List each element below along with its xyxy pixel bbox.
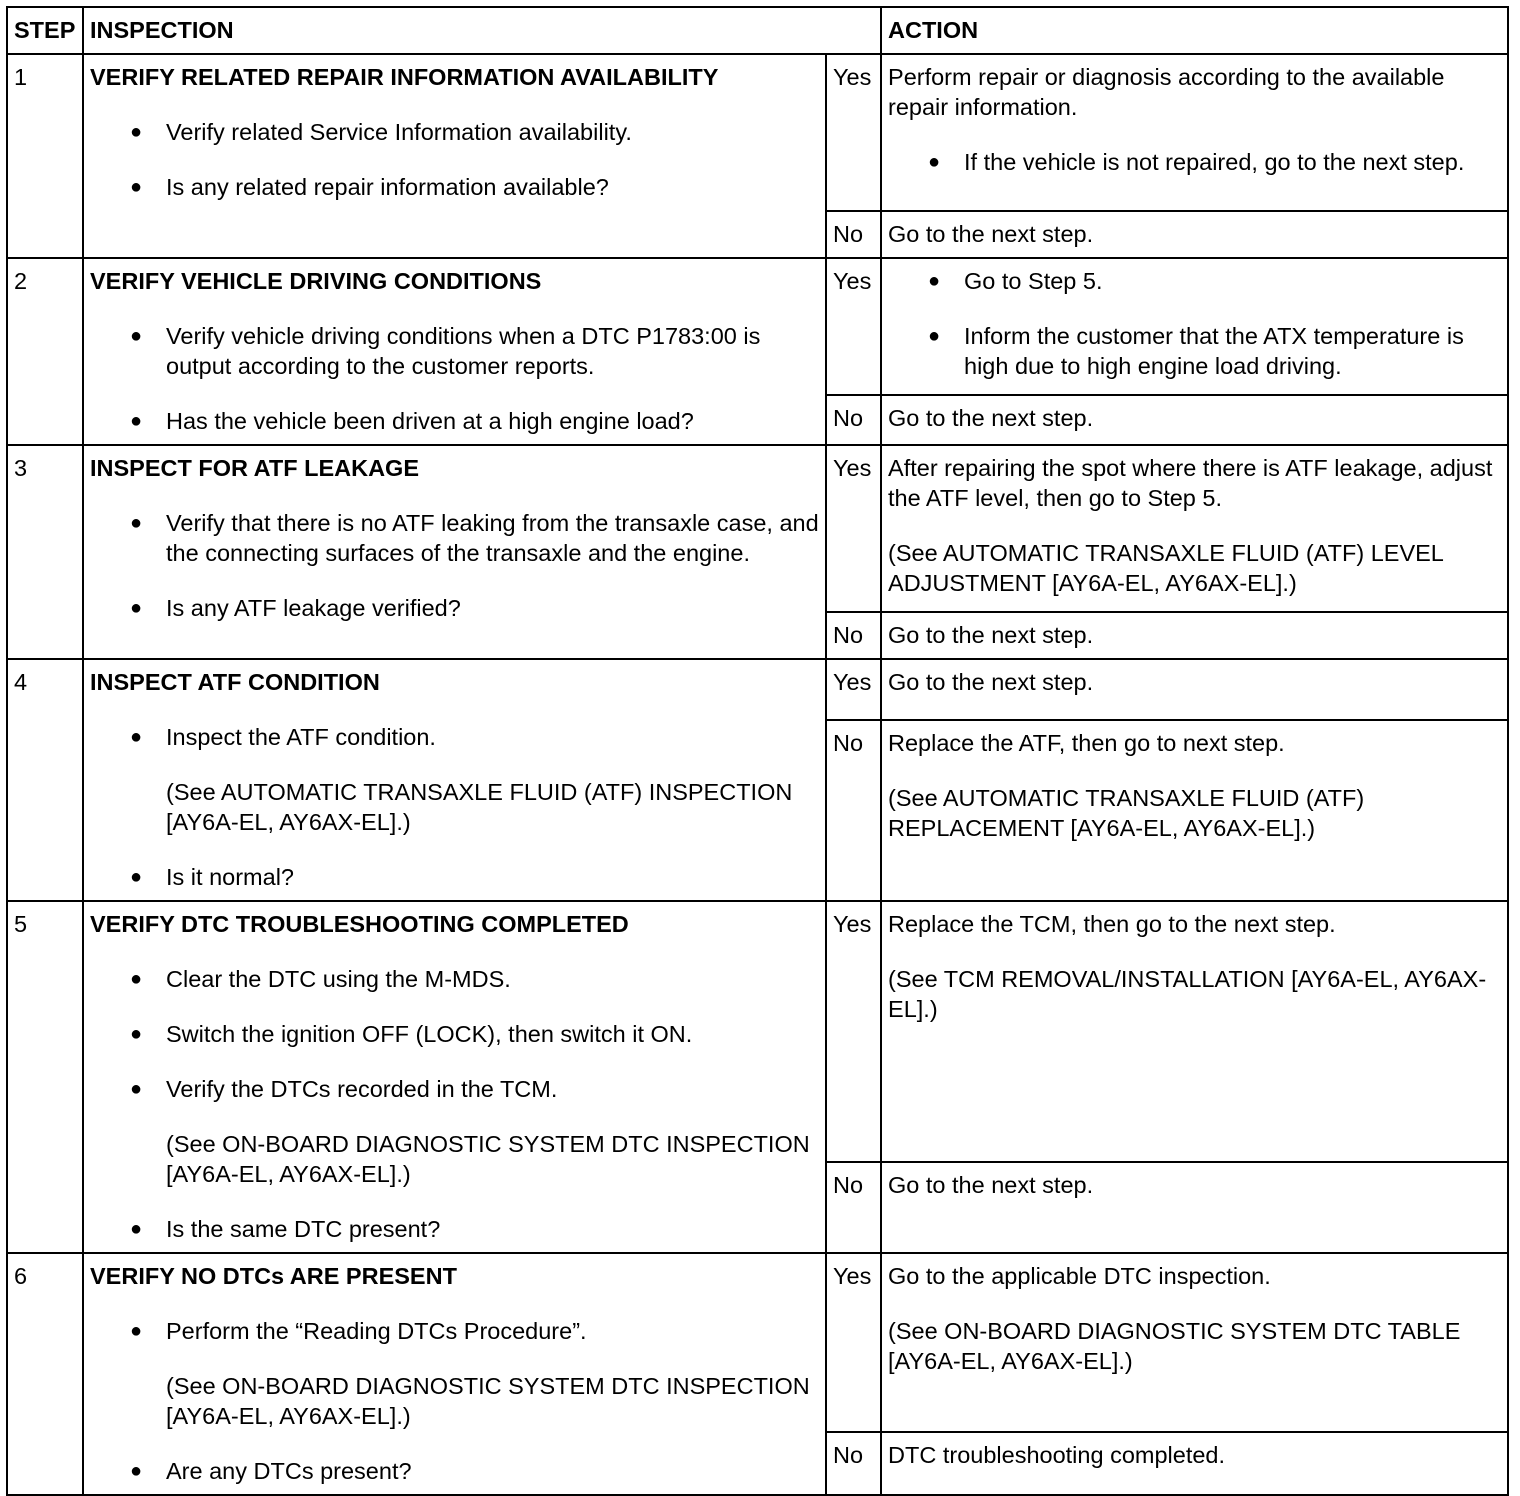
bullet-icon: ● <box>130 726 143 748</box>
bullet-icon: ● <box>130 325 143 347</box>
no-label: No <box>826 720 881 901</box>
inspection-cell <box>83 659 826 901</box>
step-row <box>7 659 1508 720</box>
step-title: VERIFY DTC TROUBLESHOOTING COMPLETED <box>90 911 629 937</box>
step-row <box>7 258 1508 395</box>
inspection-bullet: Verify related Service Information availability. <box>166 119 632 145</box>
no-action-cell: DTC troubleshooting completed. <box>881 1432 1508 1495</box>
step-title: INSPECT FOR ATF LEAKAGE <box>90 455 419 481</box>
action-text: Replace the ATF, then go to next step. <box>888 730 1285 756</box>
action-text: Replace the TCM, then go to the next step. <box>888 911 1336 937</box>
step-row <box>7 1253 1508 1432</box>
step-title: INSPECT ATF CONDITION <box>90 669 380 695</box>
inspection-bullet: Is any ATF leakage verified? <box>166 595 461 621</box>
step-row <box>7 54 1508 211</box>
action-text: After repairing the spot where there is ATF leakage, adjust the ATF level, then go to Step 5. <box>888 455 1493 511</box>
bullet-icon: ● <box>130 1320 143 1342</box>
step-number: 6 <box>7 1253 83 1495</box>
header-action: ACTION <box>881 7 1508 54</box>
yes-action-cell <box>881 258 1508 395</box>
no-action-cell: Go to the next step. <box>881 1162 1508 1253</box>
bullet-icon: ● <box>130 597 143 619</box>
bullet-icon: ● <box>130 176 143 198</box>
inspection-cell <box>83 901 826 1253</box>
inspection-reference: (See ON-BOARD DIAGNOSTIC SYSTEM DTC INSPECTION [AY6A-EL, AY6AX-EL].) <box>166 1131 810 1187</box>
header-step: STEP <box>7 7 83 54</box>
inspection-bullet: Is any related repair information available? <box>166 174 609 200</box>
inspection-bullet: Clear the DTC using the M-MDS. <box>166 966 511 992</box>
yes-action-cell <box>881 901 1508 1162</box>
bullet-icon: ● <box>928 325 941 347</box>
action-bullet: Go to Step 5. <box>964 268 1103 294</box>
action-text: Go to the applicable DTC inspection. <box>888 1263 1271 1289</box>
bullet-icon: ● <box>130 866 143 888</box>
no-label: No <box>826 1432 881 1495</box>
step-number: 3 <box>7 445 83 659</box>
inspection-reference: (See AUTOMATIC TRANSAXLE FLUID (ATF) INSPECTION [AY6A-EL, AY6AX-EL].) <box>166 779 793 835</box>
step-title: VERIFY VEHICLE DRIVING CONDITIONS <box>90 268 542 294</box>
action-bullet: Inform the customer that the ATX temperature is high due to high engine load driving. <box>964 323 1464 379</box>
action-reference: (See AUTOMATIC TRANSAXLE FLUID (ATF) LEVEL ADJUSTMENT [AY6A-EL, AY6AX-EL].) <box>888 540 1444 596</box>
step-title: VERIFY NO DTCs ARE PRESENT <box>90 1263 457 1289</box>
inspection-bullet: Has the vehicle been driven at a high engine load? <box>166 408 694 434</box>
step-title: VERIFY RELATED REPAIR INFORMATION AVAILABILITY <box>90 64 719 90</box>
inspection-reference: (See ON-BOARD DIAGNOSTIC SYSTEM DTC INSPECTION [AY6A-EL, AY6AX-EL].) <box>166 1373 810 1429</box>
inspection-cell <box>83 445 826 659</box>
yes-label: Yes <box>826 54 881 211</box>
step-number: 4 <box>7 659 83 901</box>
action-reference: (See AUTOMATIC TRANSAXLE FLUID (ATF) REPLACEMENT [AY6A-EL, AY6AX-EL].) <box>888 785 1365 841</box>
inspection-cell <box>83 258 826 445</box>
inspection-bullet: Perform the “Reading DTCs Procedure”. <box>166 1318 587 1344</box>
step-row <box>7 445 1508 612</box>
inspection-cell <box>83 1253 826 1495</box>
no-action-cell <box>881 720 1508 901</box>
yes-label: Yes <box>826 659 881 720</box>
header-inspection: INSPECTION <box>83 7 881 54</box>
bullet-icon: ● <box>130 121 143 143</box>
step-number: 5 <box>7 901 83 1253</box>
no-action-cell: Go to the next step. <box>881 612 1508 659</box>
yes-label: Yes <box>826 258 881 395</box>
yes-action-cell <box>881 54 1508 211</box>
diagnostic-table-container <box>6 6 1509 1496</box>
inspection-bullet: Inspect the ATF condition. <box>166 724 436 750</box>
bullet-icon: ● <box>130 1023 143 1045</box>
step-row <box>7 901 1508 1162</box>
inspection-bullet: Verify the DTCs recorded in the TCM. <box>166 1076 558 1102</box>
no-label: No <box>826 395 881 445</box>
yes-label: Yes <box>826 445 881 612</box>
bullet-icon: ● <box>130 410 143 432</box>
header-row <box>7 7 1508 54</box>
bullet-icon: ● <box>928 151 941 173</box>
step-number: 2 <box>7 258 83 445</box>
bullet-icon: ● <box>130 1078 143 1100</box>
no-label: No <box>826 612 881 659</box>
yes-label: Yes <box>826 1253 881 1432</box>
no-label: No <box>826 1162 881 1253</box>
yes-label: Yes <box>826 901 881 1162</box>
inspection-bullet: Is the same DTC present? <box>166 1216 441 1242</box>
bullet-icon: ● <box>130 1218 143 1240</box>
bullet-icon: ● <box>928 270 941 292</box>
inspection-bullet: Verify that there is no ATF leaking from the transaxle case, and the connecting surfaces of the transaxle and the engine. <box>166 510 819 566</box>
action-reference: (See TCM REMOVAL/INSTALLATION [AY6A-EL, AY6AX-EL].) <box>888 966 1487 1022</box>
action-text: Perform repair or diagnosis according to the available repair information. <box>888 64 1445 120</box>
bullet-icon: ● <box>130 968 143 990</box>
bullet-icon: ● <box>130 512 143 534</box>
yes-action-cell <box>881 1253 1508 1432</box>
no-label: No <box>826 211 881 258</box>
yes-action-cell <box>881 445 1508 612</box>
diagnostic-procedure-table <box>6 6 1509 1496</box>
action-reference: (See ON-BOARD DIAGNOSTIC SYSTEM DTC TABLE [AY6A-EL, AY6AX-EL].) <box>888 1318 1461 1374</box>
inspection-bullet: Switch the ignition OFF (LOCK), then switch it ON. <box>166 1021 693 1047</box>
inspection-cell <box>83 54 826 258</box>
bullet-icon: ● <box>130 1460 143 1482</box>
inspection-bullet: Are any DTCs present? <box>166 1458 412 1484</box>
inspection-bullet: Verify vehicle driving conditions when a DTC P1783:00 is output according to the customer reports. <box>166 323 761 379</box>
step-number: 1 <box>7 54 83 258</box>
no-action-cell: Go to the next step. <box>881 211 1508 258</box>
no-action-cell: Go to the next step. <box>881 395 1508 445</box>
action-bullet: If the vehicle is not repaired, go to the next step. <box>964 149 1465 175</box>
yes-action-cell: Go to the next step. <box>881 659 1508 720</box>
inspection-bullet: Is it normal? <box>166 864 294 890</box>
